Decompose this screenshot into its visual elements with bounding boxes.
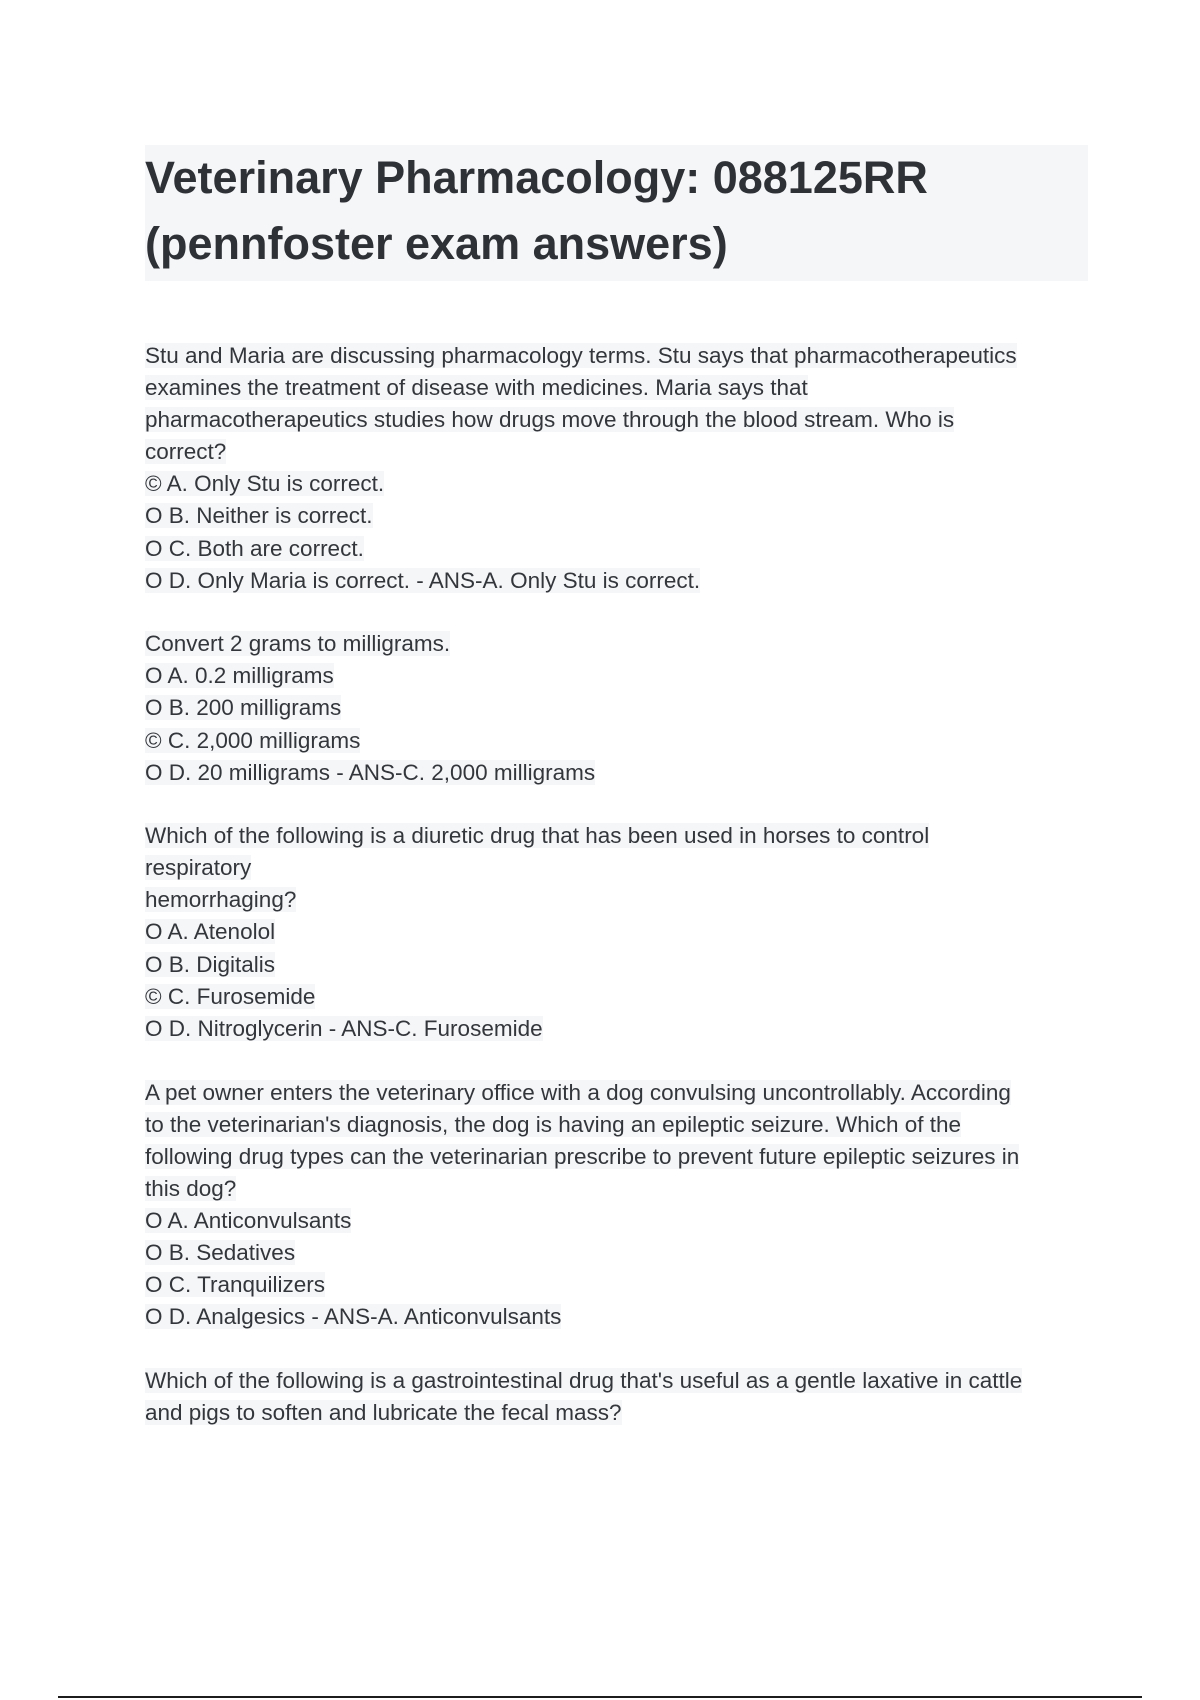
option-a — [145, 660, 1095, 692]
option-text: © C. Furosemide — [145, 983, 316, 1009]
option-text: O A. 0.2 milligrams — [145, 663, 334, 689]
question-text-line: this dog? — [145, 1175, 237, 1201]
question-text-line: Convert 2 grams to milligrams. — [145, 631, 451, 657]
question-text-line: Stu and Maria are discussing pharmacology terms. Stu says that pharmacotherapeutics — [145, 343, 1017, 368]
question-5 — [145, 1365, 1095, 1429]
question-text-line: Which of the following is a gastrointestinal drug that's useful as a gentle laxative in cattle — [145, 1367, 1023, 1393]
option-text: © C. 2,000 milligrams — [145, 727, 361, 753]
question-1-text — [145, 340, 1095, 468]
option-text: O B. Neither is correct. — [145, 503, 373, 529]
option-text: O D. Only Maria is correct. - ANS-A. Only Stu is correct. — [145, 567, 701, 593]
option-c — [145, 981, 1095, 1013]
page-bottom-divider — [58, 1696, 1142, 1698]
question-2 — [145, 628, 1095, 789]
option-a — [145, 916, 1095, 948]
question-3 — [145, 820, 1095, 1045]
question-text-line: following drug types can the veterinarian prescribe to prevent future epileptic seizures in — [145, 1143, 1020, 1169]
question-5-text — [145, 1365, 1095, 1429]
option-c — [145, 1269, 1095, 1301]
question-2-text — [145, 628, 1095, 660]
option-text: O D. Analgesics - ANS-A. Anticonvulsants — [145, 1304, 562, 1330]
title-line-2: (pennfoster exam answers) — [145, 218, 728, 269]
option-text: O A. Atenolol — [145, 919, 276, 945]
option-d-answer — [145, 1013, 1095, 1045]
question-text-line: to the veterinarian's diagnosis, the dog is having an epileptic seizure. Which of the — [145, 1111, 962, 1137]
option-a — [145, 468, 1095, 500]
option-text: O C. Both are correct. — [145, 535, 364, 561]
option-b — [145, 500, 1095, 532]
document-title — [145, 145, 1088, 281]
question-text-line: hemorrhaging? — [145, 887, 297, 913]
question-text-line: Which of the following is a diuretic drug that has been used in horses to control — [145, 823, 930, 849]
option-text: O B. Sedatives — [145, 1239, 296, 1265]
option-b — [145, 1237, 1095, 1269]
question-list — [145, 340, 1095, 1460]
option-text: O A. Anticonvulsants — [145, 1207, 352, 1233]
option-b — [145, 692, 1095, 724]
question-text-line: and pigs to soften and lubricate the fecal mass? — [145, 1399, 622, 1425]
question-3-text — [145, 820, 1095, 916]
option-d-answer — [145, 757, 1095, 789]
option-b — [145, 949, 1095, 981]
question-text-line: examines the treatment of disease with medicines. Maria says that — [145, 375, 808, 400]
option-text: O D. Nitroglycerin - ANS-C. Furosemide — [145, 1016, 543, 1042]
option-a — [145, 1205, 1095, 1237]
option-text: O D. 20 milligrams - ANS-C. 2,000 milligrams — [145, 760, 596, 786]
option-text: O B. 200 milligrams — [145, 695, 342, 721]
question-1 — [145, 340, 1095, 597]
question-text-line: correct? — [145, 439, 227, 464]
option-text: O B. Digitalis — [145, 951, 276, 977]
option-d-answer — [145, 1301, 1095, 1333]
question-text-line: A pet owner enters the veterinary office with a dog convulsing uncontrollably. According — [145, 1079, 1011, 1105]
question-4 — [145, 1077, 1095, 1334]
title-line-1: Veterinary Pharmacology: 088125RR — [145, 152, 928, 203]
option-text: © A. Only Stu is correct. — [145, 471, 385, 496]
question-text-line: pharmacotherapeutics studies how drugs move through the blood stream. Who is — [145, 407, 955, 432]
option-c — [145, 533, 1095, 565]
question-4-text — [145, 1077, 1095, 1205]
option-text: O C. Tranquilizers — [145, 1272, 326, 1298]
option-d-answer — [145, 565, 1095, 597]
option-c — [145, 725, 1095, 757]
question-text-line: respiratory — [145, 855, 252, 881]
